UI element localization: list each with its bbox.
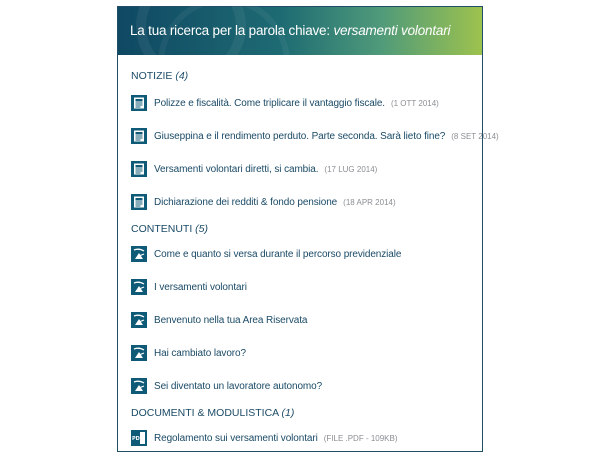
content-item-title: Hai cambiato lavoro?	[154, 347, 246, 359]
content-icon	[131, 378, 147, 394]
document-item[interactable]	[131, 430, 472, 446]
pdf-icon	[131, 430, 147, 446]
search-header	[118, 7, 482, 55]
content-item-title: Come e quanto si versa durante il percorso previdenziale	[154, 248, 402, 260]
content-icon	[131, 246, 147, 262]
search-keyword: versamenti volontari	[333, 23, 451, 38]
section-title-contents	[131, 222, 472, 236]
section-count: (4)	[175, 70, 189, 82]
news-item-title: Versamenti volontari diretti, si cambia.	[154, 163, 319, 175]
content-icon	[131, 279, 147, 295]
content-item[interactable]	[131, 345, 472, 361]
content-icon	[131, 345, 147, 361]
content-item[interactable]	[131, 378, 472, 394]
newspaper-icon	[131, 128, 147, 144]
news-item-title: Giuseppina e il rendimento perduto. Parte seconda. Sarà lieto fine?	[154, 130, 446, 142]
content-item-title: Sei diventato un lavoratore autonomo?	[154, 380, 323, 392]
header-decoration	[158, 0, 290, 129]
section-title-label: CONTENUTI	[131, 223, 193, 235]
content-item[interactable]	[131, 246, 472, 262]
section-title-label: NOTIZIE	[131, 70, 173, 82]
newspaper-icon	[131, 95, 147, 111]
news-item[interactable]	[131, 128, 499, 144]
content-item-title: Benvenuto nella tua Area Riservata	[154, 314, 308, 326]
news-item-date: (1 OTT 2014)	[390, 98, 439, 108]
news-item[interactable]	[131, 194, 472, 210]
content-item[interactable]	[131, 312, 472, 328]
search-title	[130, 23, 450, 38]
section-title-label: DOCUMENTI & MODULISTICA	[131, 407, 279, 419]
content-icon	[131, 312, 147, 328]
content-item-title: I versamenti volontari	[154, 281, 247, 293]
newspaper-icon	[131, 161, 147, 177]
section-count: (5)	[195, 223, 209, 235]
document-item-title: Regolamento sui versamenti volontari	[154, 432, 318, 444]
search-title-prefix: La tua ricerca per la parola chiave:	[130, 23, 330, 38]
news-item-title: Dichiarazione dei redditi & fondo pensione	[154, 196, 338, 208]
newspaper-icon	[131, 194, 147, 210]
news-item-date: (17 LUG 2014)	[324, 164, 378, 174]
content-item[interactable]	[131, 279, 472, 295]
news-item[interactable]	[131, 161, 472, 177]
pdf-icon-text: PDF	[132, 436, 144, 442]
section-count: (1)	[281, 407, 295, 419]
document-item-fileinfo: (FILE .PDF - 109KB)	[323, 433, 398, 443]
news-item-date: (18 APR 2014)	[343, 197, 396, 207]
section-title-documents	[131, 406, 472, 420]
search-results-panel	[117, 6, 499, 452]
news-item-title: Polizze e fiscalità. Come triplicare il vantaggio fiscale.	[154, 97, 385, 109]
news-item-date: (8 SET 2014)	[451, 131, 499, 141]
